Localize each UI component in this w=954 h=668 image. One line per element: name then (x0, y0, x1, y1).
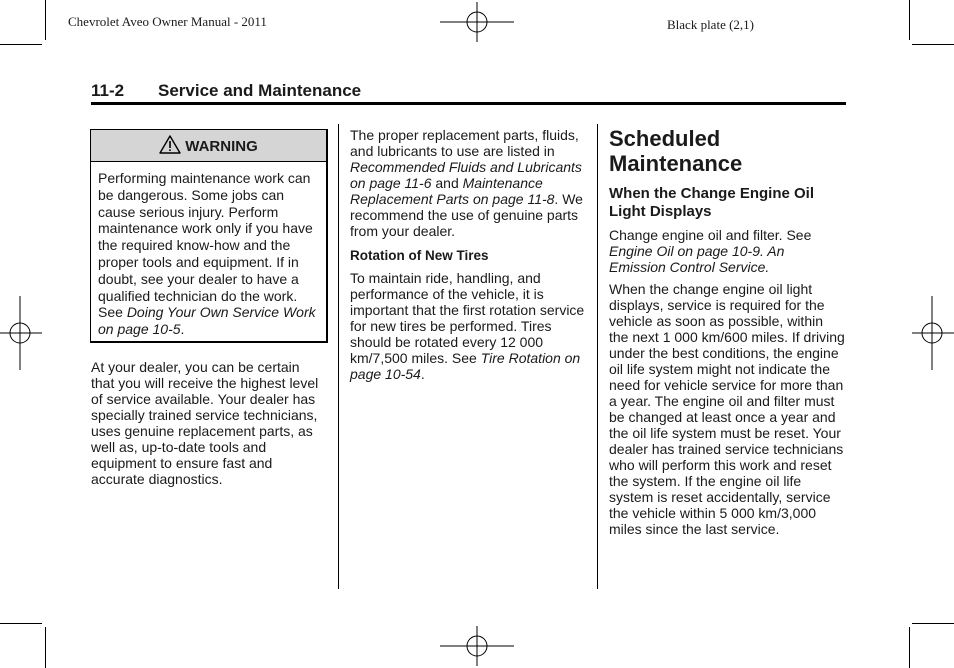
oil-light-subheading: When the Change Engine Oil Light Displays (609, 185, 815, 220)
warning-box (90, 129, 328, 343)
crop-mark (912, 44, 954, 45)
crop-mark (909, 627, 910, 668)
column-divider (597, 124, 598, 589)
tire-rotation-paragraph: To maintain ride, handling, and performance of the vehicle, it is important that the first rotation service for new tires be performed. Tires should be rotated every 12 000 km/7,500 miles. See Tire Rotation on page 10-54. (350, 270, 585, 382)
warning-label: WARNING (185, 138, 258, 155)
scheduled-maintenance-title: Scheduled Maintenance (609, 126, 743, 176)
crop-mark (912, 623, 954, 624)
manual-title: Chevrolet Aveo Owner Manual - 2011 (68, 14, 267, 29)
crop-mark (909, 0, 910, 40)
section-heading (91, 80, 846, 105)
column-divider (338, 124, 339, 589)
crop-mark (0, 44, 42, 45)
warning-text: Performing maintenance work can be dangerous. Some jobs can cause serious injury. Perform maintenance work only if you have the required know-how and the proper tools and equipment. If in doubt, see your dealer to have a qualified technician do the work. See Doing Your Own Service Work on page 10-5. (98, 170, 316, 338)
replacement-parts-paragraph: The proper replacement parts, fluids, and lubricants to use are listed in Recommended Fluids and Lubricants on page 11-6 and Maintenance Replacement Parts on page 11-8. We recommend the use of genuine parts from your dealer. (350, 127, 583, 239)
section-title: Service and Maintenance (158, 81, 362, 100)
plate-label: Black plate (2,1) (667, 17, 754, 32)
fluids-reference: Recommended Fluids and Lubricants on page 11-6 (350, 159, 582, 191)
warning-triangle-icon (159, 135, 181, 154)
oil-light-paragraph: When the change engine oil light displays, service is required for the vehicle as soon as possible, within the next 1 000 km/600 miles. If driving under the best conditions, the engine oil life system might not indicate the need for vehicle service for more than a year. The engine oil and filter must be changed at least once a year and the oil life system must be reset. Your dealer has trained service technicians who will perform this work and reset the system. If the engine oil life system is reset accidentally, service the vehicle within 5 000 km/3,000 miles since the last service. (609, 281, 845, 537)
crosshair-icon (440, 2, 514, 42)
dealer-paragraph: At your dealer, you can be certain that you will receive the highest level of service available. Your dealer has specially trained service technicians, uses genuine replacement parts, as well as, up-to-date tools and equipment to ensure fast and accurate diagnostics. (91, 359, 319, 487)
crosshair-icon (912, 296, 954, 370)
parts-reference: Maintenance Replacement Parts on page 11-8 (350, 175, 555, 207)
warning-header (91, 130, 326, 162)
crosshair-icon (440, 626, 514, 666)
change-oil-paragraph: Change engine oil and filter. See Engine Oil on page 10-9. An Emission Control Service. (609, 227, 812, 275)
engine-oil-reference: Engine Oil on page 10-9. An Emission Control Service. (609, 243, 785, 275)
crop-mark (45, 627, 46, 668)
tire-rotation-reference: Tire Rotation on page 10-54 (350, 350, 581, 382)
crop-mark (45, 0, 46, 40)
crop-mark (0, 623, 42, 624)
warning-reference: Doing Your Own Service Work on page 10-5 (98, 304, 316, 338)
crosshair-icon (0, 296, 42, 370)
section-number: 11-2 (91, 81, 125, 100)
tire-rotation-subheading: Rotation of New Tires (350, 248, 489, 263)
